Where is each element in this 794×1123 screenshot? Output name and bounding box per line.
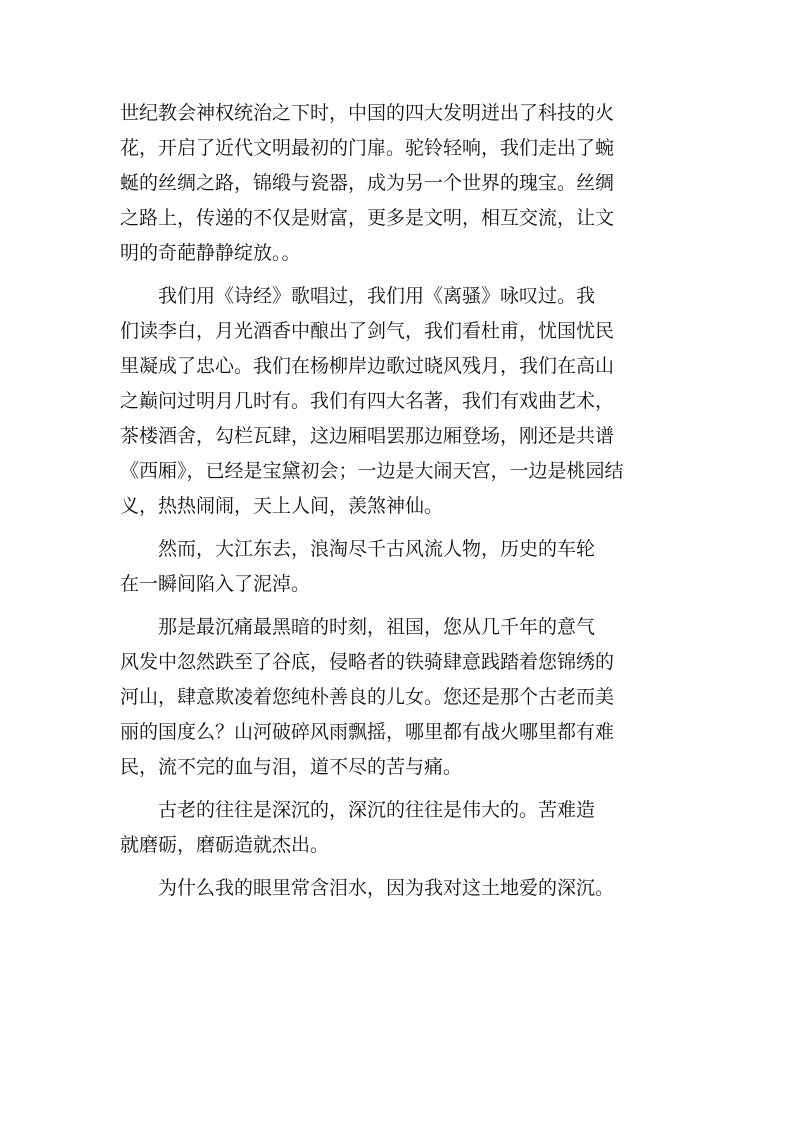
document-body [120,96,680,906]
paragraph-line: 那是最沉痛最黑暗的时刻，祖国，您从几千年的意气 [158,616,596,638]
paragraph-line: 明的奇葩静静绽放。。 [120,242,301,264]
paragraph-line: 花，开启了近代文明最初的门扉。驼铃轻响，我们走出了蜿 [120,137,615,159]
paragraph-line: 里凝成了忠心。我们在杨柳岸边歌过晓风残月，我们在高山 [120,355,615,377]
paragraph-line: 风发中忽然跌至了谷底，侵略者的铁骑肆意践踏着您锦绣的 [120,651,615,673]
paragraph-line: 河山，肆意欺凌着您纯朴善良的儿女。您还是那个古老而美 [120,686,615,708]
paragraph-1 [120,96,680,271]
paragraph-2 [120,279,680,524]
paragraph-line: 世纪教会神权统治之下时，中国的四大发明迸出了科技的火 [120,102,615,124]
paragraph-line: 我们用《诗经》歌唱过，我们用《离骚》咏叹过。我 [158,285,596,307]
paragraph-line: 之路上，传递的不仅是财富，更多是文明，相互交流，让文 [120,207,615,229]
paragraph-line: 们读李白，月光酒香中酿出了剑气，我们看杜甫，忧国忧民 [120,320,615,342]
paragraph-line: 然而，大江东去，浪淘尽千古风流人物，历史的车轮 [158,538,596,560]
paragraph-line: 丽的国度么？山河破碎风雨飘摇，哪里都有战火哪里都有难 [120,721,615,743]
paragraph-line: 民，流不完的血与泪，道不尽的苦与痛。 [120,756,463,778]
paragraph-line: 古老的往往是深沉的，深沉的往往是伟大的。苦难造 [158,799,596,821]
paragraph-6 [120,871,680,906]
paragraph-line: 《西厢》，已经是宝黛初会；一边是大闹天宫，一边是桃园结 [120,460,624,482]
paragraph-line: 茶楼酒舍，勾栏瓦肆，这边厢唱罢那边厢登场，刚还是共谱 [120,425,615,447]
paragraph-line: 在一瞬间陷入了泥淖。 [120,573,311,595]
paragraph-line: 义，热热闹闹，天上人间，羡煞神仙。 [120,495,444,517]
paragraph-line: 为什么我的眼里常含泪水，因为我对这土地爱的深沉。 [158,877,615,899]
paragraph-5 [120,793,680,863]
paragraph-3 [120,532,680,602]
paragraph-4 [120,610,680,785]
paragraph-line: 之巅问过明月几时有。我们有四大名著，我们有戏曲艺术， [120,390,615,412]
paragraph-line: 就磨砺，磨砺造就杰出。 [120,834,330,856]
paragraph-line: 蜒的丝绸之路，锦缎与瓷器，成为另一个世界的瑰宝。丝绸 [120,172,615,194]
